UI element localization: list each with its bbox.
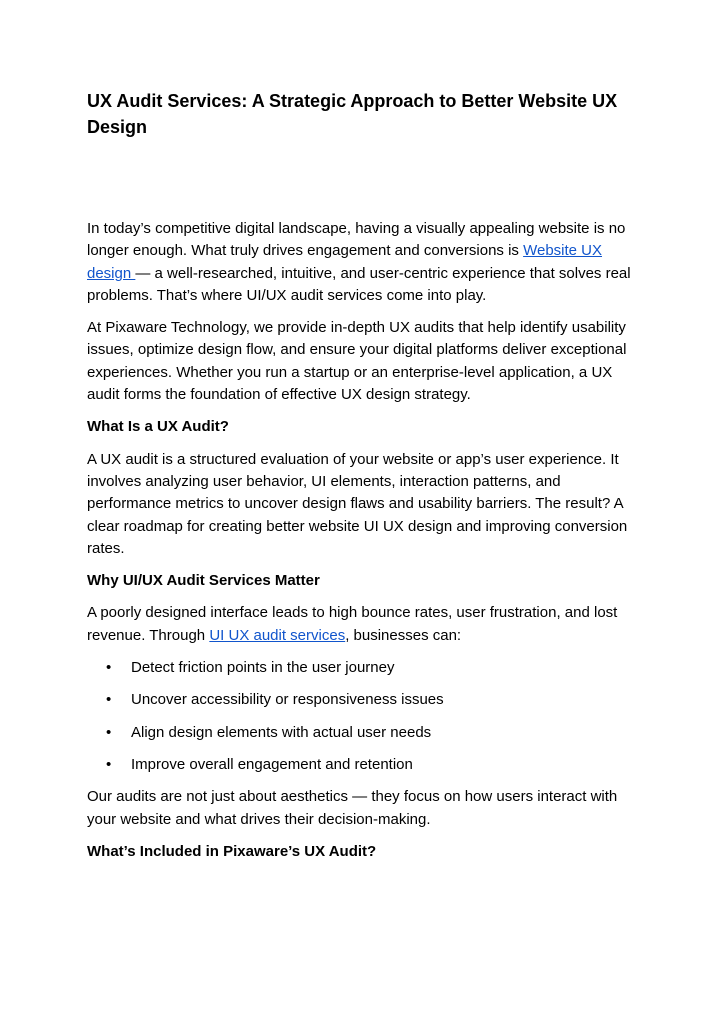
bullet-icon: • bbox=[106, 723, 112, 741]
intro-paragraph bbox=[87, 218, 639, 307]
why-text-after-link: , businesses can: bbox=[345, 626, 462, 644]
benefits-list bbox=[87, 657, 639, 776]
title-block bbox=[87, 88, 639, 140]
why-audit-matters-paragraph bbox=[87, 602, 639, 647]
intro-text-after-link: — a well-researched, intuitive, and user-centric experience that solves real problems. That’s where UI/UX audit services come into play. bbox=[87, 264, 631, 304]
why-text-before-link: A poorly designed interface leads to high bounce rates, user frustration, and lost revenue. Through bbox=[87, 604, 618, 644]
list-item bbox=[87, 754, 639, 776]
website-ux-design-link[interactable]: Website UX design bbox=[87, 242, 603, 282]
about-paragraph: At Pixaware Technology, we provide in-depth UX audits that help identify usability issues, optimize design flow, and ensure your digital platforms deliver exceptional experiences. Whether you run a startup or an enterprise-level application, a UX audit forms the foundation of effective UX design strategy. bbox=[87, 319, 627, 404]
whats-included-heading: What’s Included in Pixaware’s UX Audit? bbox=[87, 842, 377, 860]
document-body bbox=[87, 218, 639, 873]
what-is-ux-audit-heading: What Is a UX Audit? bbox=[87, 418, 229, 436]
closing-paragraph: Our audits are not just about aesthetics — they focus on how users interact with your website and what drives their decision-making. bbox=[87, 788, 618, 828]
list-item bbox=[87, 722, 639, 744]
why-audit-matters-heading: Why UI/UX Audit Services Matter bbox=[87, 572, 320, 590]
list-item-text: Improve overall engagement and retention bbox=[131, 755, 413, 773]
list-item-text: Detect friction points in the user journey bbox=[131, 659, 395, 677]
bullet-icon: • bbox=[106, 691, 112, 709]
ui-ux-audit-services-link[interactable]: UI UX audit services bbox=[209, 626, 346, 644]
bullet-icon: • bbox=[106, 755, 112, 773]
list-item bbox=[87, 689, 639, 711]
list-item-text: Align design elements with actual user needs bbox=[131, 723, 432, 741]
list-item bbox=[87, 657, 639, 679]
page-title: UX Audit Services: A Strategic Approach to Better Website UX Design bbox=[87, 91, 618, 137]
bullet-icon: • bbox=[106, 659, 112, 677]
what-is-ux-audit-paragraph: A UX audit is a structured evaluation of your website or app’s user experience. It involves analyzing user behavior, UI elements, interaction patterns, and performance metrics to uncover design flaws and usability barriers. The result? A clear roadmap for creating better website UI UX design and improving conversion rates. bbox=[87, 450, 628, 557]
list-item-text: Uncover accessibility or responsiveness issues bbox=[131, 691, 444, 709]
intro-text-before-link: In today’s competitive digital landscape, having a visually appealing website is no longer enough. What truly drives engagement and conversions is bbox=[87, 220, 626, 260]
